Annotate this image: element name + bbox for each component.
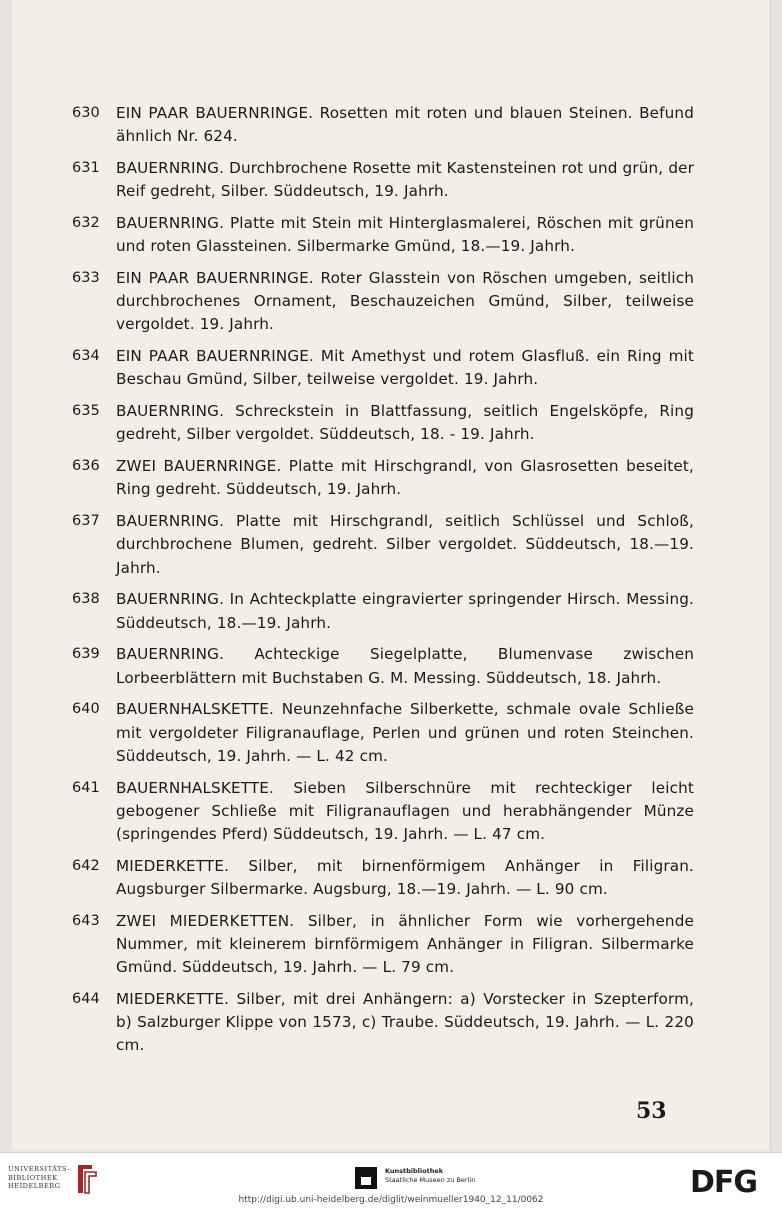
entry-number: 634: [72, 348, 100, 365]
dfg-logo-text: DFG: [690, 1165, 758, 1197]
kunstbibliothek-text: [385, 1167, 475, 1185]
catalog-entry: [72, 510, 694, 580]
entry-number: 641: [72, 779, 100, 796]
kunstbibliothek-logo[interactable]: [355, 1165, 535, 1195]
catalog-entry: [72, 988, 694, 1058]
catalog-entry: [72, 643, 694, 689]
catalog-entry: [72, 855, 694, 901]
entry-number: 638: [72, 591, 100, 608]
entry-text: MIEDERKETTE. Silber, mit drei Anhängern: a) Vorstecker in Szepterform, b) Salzburger Klippe von 1573, c) Traube. Süddeutsch, 19. Jahrh. — L. 220 cm.: [116, 990, 694, 1055]
page-number: 53: [636, 1098, 667, 1124]
entry-text: BAUERNRING. Schreckstein in Blattfassung, seitlich Engelsköpfe, Ring gedreht, Silber vergoldet. Süddeutsch, 18. - 19. Jahrh.: [116, 402, 694, 444]
entry-number: 639: [72, 646, 100, 663]
entry-number: 635: [72, 403, 100, 420]
catalog-entry: [72, 267, 694, 337]
entry-number: 632: [72, 215, 100, 231]
catalog-entry: [72, 455, 694, 501]
entry-text: BAUERNRING. Achteckige Siegelplatte, Blumenvase zwischen Lorbeerblättern mit Buchstaben G. M. Messing. Süddeutsch, 18. Jahrh.: [116, 645, 694, 687]
page-url[interactable]: http://digi.ub.uni-heidelberg.de/diglit/weinmueller1940_12_11/0062: [238, 1195, 544, 1205]
catalog-entry: [72, 102, 694, 148]
catalog-entry: [72, 157, 694, 203]
entry-text: BAUERNRING. Platte mit Stein mit Hinterglasmalerei, Röschen mit grünen und roten Glassteinen. Silbermarke Gmünd, 18.—19. Jahrh.: [116, 214, 694, 256]
heidelberg-library-logo[interactable]: [8, 1163, 108, 1197]
entry-number: 644: [72, 991, 100, 1008]
catalog-entries: [72, 102, 694, 1066]
entry-text: BAUERNRING. In Achteckplatte eingravierter springender Hirsch. Messing. Süddeutsch, 18.—19. Jahrh.: [116, 590, 694, 632]
entry-number: 640: [72, 701, 100, 718]
entry-text: ZWEI BAUERNRINGE. Platte mit Hirschgrandl, von Glasrosetten beseitet, Ring gedreht. Süddeutsch, 19. Jahrh.: [116, 457, 694, 499]
entry-text: BAUERNRING. Platte mit Hirschgrandl, seitlich Schlüssel und Schloß, durchbrochene Blumen, gedreht. Silber vergoldet. Süddeutsch, 18.—19. Jahrh.: [116, 512, 694, 577]
catalog-entry: [72, 588, 694, 634]
heidelberg-mark-icon: [74, 1163, 100, 1197]
catalog-entry: [72, 777, 694, 847]
catalog-entry: [72, 212, 694, 258]
entry-text: BAUERNRING. Durchbrochene Rosette mit Kastensteinen rot und grün, der Reif gedreht, Silber. Süddeutsch, 19. Jahrh.: [116, 159, 694, 201]
entry-text: BAUERNHALSKETTE. Neunzehnfache Silberkette, schmale ovale Schließe mit vergoldeter Filigranauflage, Perlen und grünen und roten Steinchen. Süddeutsch, 19. Jahrh. — L. 42 cm.: [116, 700, 694, 765]
heidelberg-logo-text: UNIVERSITÄTS- BIBLIOTHEK HEIDELBERG: [8, 1165, 70, 1191]
entry-number: 631: [72, 160, 100, 176]
viewer-footer: [0, 1152, 782, 1211]
entry-number: 630: [72, 105, 100, 121]
entry-number: 633: [72, 270, 100, 286]
entry-text: EIN PAAR BAUERNRINGE. Rosetten mit roten und blauen Steinen. Befund ähnlich Nr. 624.: [116, 104, 694, 146]
entry-text: ZWEI MIEDERKETTEN. Silber, in ähnlicher Form wie vorhergehende Nummer, mit kleinerem birnförmigem Anhänger in Filigran. Silbermarke Gmünd. Süddeutsch, 19. Jahrh. — L. 79 cm.: [116, 911, 694, 977]
kunstbibliothek-title: Kunstbibliothek: [385, 1167, 444, 1175]
entry-number: 636: [72, 458, 100, 475]
entry-number: 643: [72, 912, 100, 929]
catalog-page: [12, 0, 770, 1150]
entry-text: EIN PAAR BAUERNRINGE. Roter Glasstein von Röschen umgeben, seitlich durchbrochenes Ornament, Beschauzeichen Gmünd, Silber, teilweise vergoldet. 19. Jahrh.: [116, 269, 694, 334]
catalog-entry: [72, 345, 694, 391]
dfg-logo[interactable]: [690, 1163, 772, 1197]
entry-text: BAUERNHALSKETTE. Sieben Silberschnüre mit rechteckiger leicht gebogener Schließe mit Filigranauflagen und herabhängender Münze (springendes Pferd) Süddeutsch, 19. Jahrh. — L. 47 cm.: [116, 778, 694, 844]
catalog-entry: [72, 698, 694, 768]
entry-text: MIEDERKETTE. Silber, mit birnenförmigem Anhänger in Filigran. Augsburger Silbermarke. Augsburg, 18.—19. Jahrh. — L. 90 cm.: [116, 856, 694, 899]
entry-text: EIN PAAR BAUERNRINGE. Mit Amethyst und rotem Glasfluß. ein Ring mit Beschau Gmünd, Silber, teilweise vergoldet. 19. Jahrh.: [116, 347, 694, 389]
catalog-entry: [72, 910, 694, 980]
kunstbibliothek-subtitle: Staatliche Museen zu Berlin: [385, 1176, 476, 1184]
kunstbibliothek-mark-icon: [355, 1167, 377, 1189]
entry-number: 642: [72, 857, 100, 874]
catalog-entry: [72, 400, 694, 446]
entry-number: 637: [72, 513, 100, 530]
